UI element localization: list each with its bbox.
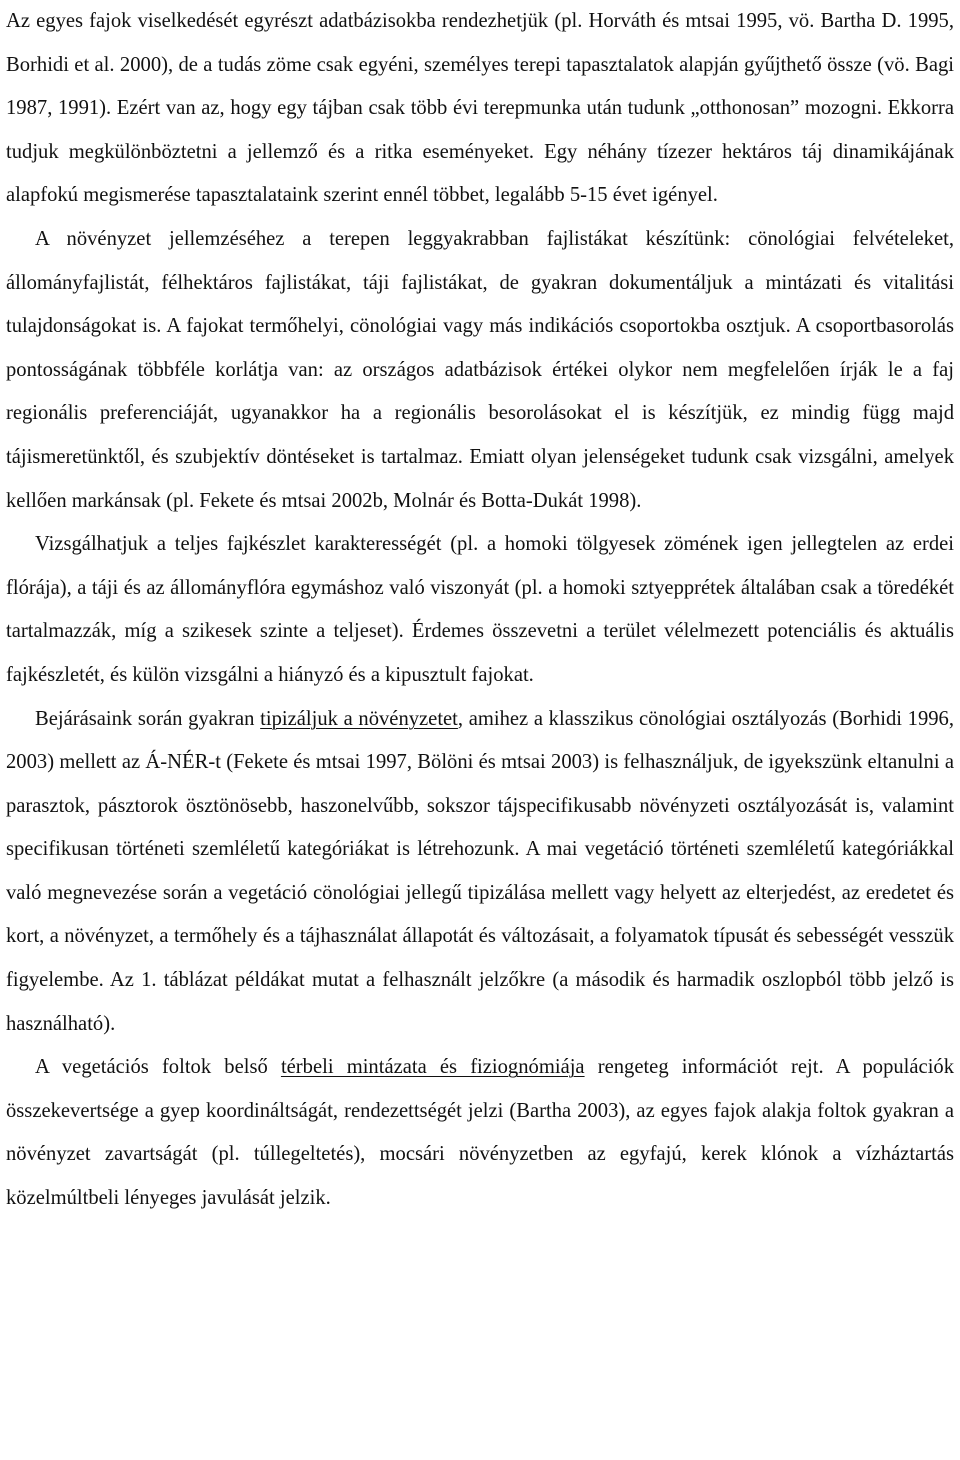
paragraph-1 (6, 0, 954, 218)
paragraph-4 (6, 698, 954, 1047)
paragraph-3 (6, 523, 954, 697)
paragraph-3-text: Vizsgálhatjuk a teljes fajkészlet karakterességét (pl. a homoki tölgyesek zömének igen jellegtelen az erdei flórája), a táji és az állományflóra egymáshoz való viszonyát (pl. a homoki sztyepprétek általában csak a töredékét tartalmazzák, míg a szikesek szinte a teljeset). Érdemes összevetni a terület vélelmezett potenciális és aktuális fajkészletét, és külön vizsgálni a hiányzó és a kipusztult fajokat. (6, 533, 954, 686)
paragraph-2 (6, 218, 954, 523)
paragraph-2-text: A növényzet jellemzéséhez a terepen leggyakrabban fajlistákat készítünk: cönológiai felvételeket, állományfajlistát, félhektáros fajlistákat, táji fajlistákat, de gyakran dokumentáljuk a mintázati és vitalitási tulajdonságokat is. A fajokat termőhelyi, cönológiai vagy más indikációs csoportokba osztjuk. A csoportbasorolás pontosságának többféle korlátja van: az országos adatbázisok értékei olykor nem megfelelően írják le a faj regionális preferenciáját, ugyanakkor ha a regionális besorolásokat el is készítjük, ez mindig függ majd tájismeretünktől, és szubjektív döntéseket is tartalmaz. Emiatt olyan jelenségeket tudunk csak vizsgálni, amelyek kellően markánsak (pl. Fekete és mtsai 2002b, Molnár és Botta-Dukát 1998). (6, 227, 954, 512)
paragraph-4-text-start: Bejárásaink során gyakran (35, 707, 261, 730)
paragraph-5-text-end: rengeteg információt rejt. A populációk összekevertsége a gyep koordináltságát, rendezettségét jelzi (Bartha 2003), az egyes fajok alakja foltok gyakran a növényzet zavartságát (pl. túllegeltetés), mocsári növényzetben az egyfajú, kerek klónok a vízháztartás közelmúltbeli lényeges javulását jelzik. (6, 1056, 955, 1210)
paragraph-1-text: Az egyes fajok viselkedését egyrészt adatbázisokba rendezhetjük (pl. Horváth és mtsai 1995, vö. Bartha D. 1995, Borhidi et al. 2000), de a tudás zöme csak egyéni, személyes terepi tapasztalatok alapján gyűjthető össze (vö. Bagi 1987, 1991). Ezért van az, hogy egy tájban csak több évi terepmunka után tudunk „otthonosan” mozogni. Ekkorra tudjuk megkülönböztetni a jellemző és a ritka eseményeket. Egy néhány tízezer hektáros táj dinamikájának alapfokú megismerése tapasztalataink szerint ennél többet, legalább 5-15 évet igényel. (6, 10, 954, 207)
underlined-term-terbeli-mintazat: térbeli mintázata és fiziognómiája (280, 1056, 585, 1079)
paragraph-4-text-end: , amihez a klasszikus cönológiai osztályozás (Borhidi 1996, 2003) mellett az Á-NÉR-t (Fekete és mtsai 1997, Bölöni és mtsai 2003) is felhasználjuk, de igyekszünk eltanulni a parasztok, pásztorok ösztönösebb, haszonelvűbb, sokszor tájspecifikusabb növényzeti osztályozását is, valamint specifikusan történeti szemléletű kategóriákat is létrehozunk. A mai vegetáció történeti szemléletű kategóriákkal való megnevezése során a vegetáció cönológiai jellegű tipizálása mellett vagy helyett az elterjedést, az eredetet és kort, a növényzet, a termőhely és a tájhasználat állapotát és változásait, a folyamatok típusát és sebességét vesszük figyelembe. Az 1. táblázat példákat mutat a felhasznált jelzőkre (a második és harmadik oszlopból több jelző is használható). (6, 707, 954, 1035)
paragraph-5-text-start: A vegetációs foltok belső (35, 1056, 281, 1079)
document-page (6, 0, 954, 1221)
underlined-term-tipizaljuk: tipizáljuk a növényzetet (260, 707, 458, 730)
paragraph-5 (6, 1046, 954, 1220)
